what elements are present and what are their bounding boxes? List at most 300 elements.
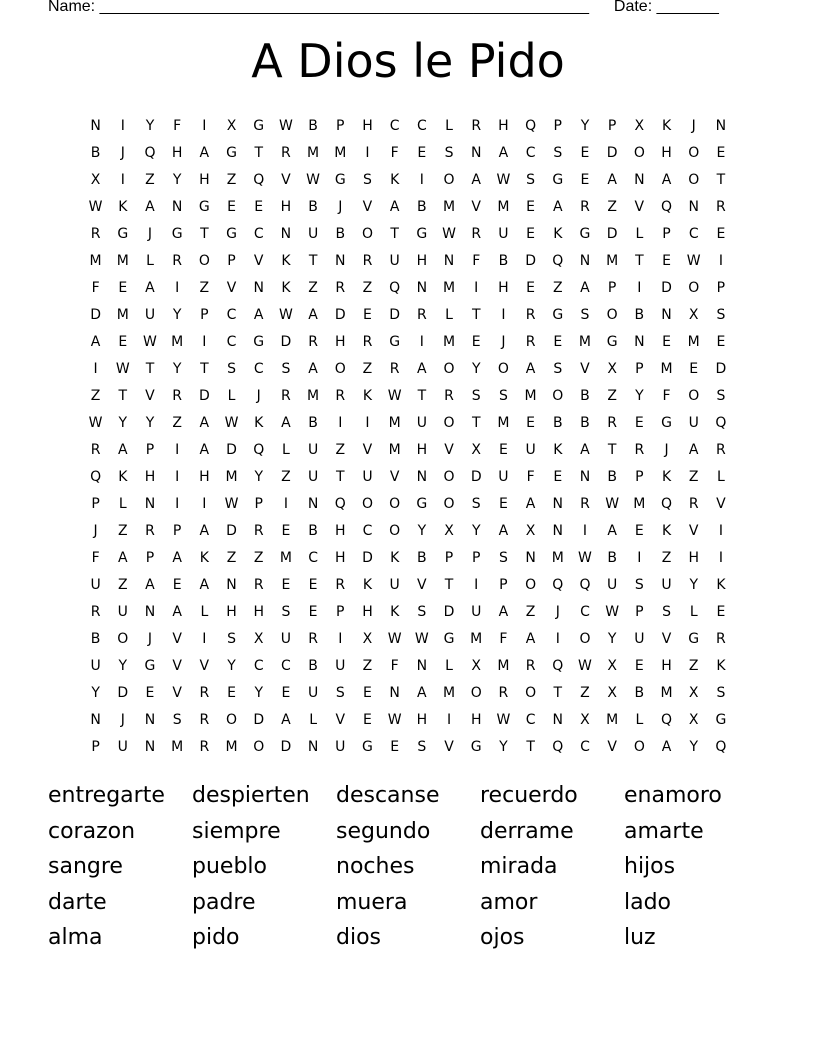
- grid-row: [82, 572, 742, 599]
- grid-cell: U: [634, 631, 645, 647]
- grid-cell: R: [525, 307, 536, 323]
- grid-cell: G: [552, 307, 564, 323]
- grid-cell: W: [115, 361, 130, 377]
- grid-cell: J: [147, 226, 153, 242]
- grid-cell: N: [634, 172, 645, 188]
- grid-cell: P: [635, 469, 644, 485]
- grid-cell: R: [688, 496, 699, 512]
- grid-cell: G: [171, 226, 183, 242]
- word-list-item: hijos: [624, 854, 676, 879]
- grid-cell: Y: [471, 523, 481, 539]
- grid-cell: O: [443, 469, 455, 485]
- grid-cell: G: [226, 145, 237, 161]
- grid-cell: T: [471, 415, 481, 431]
- grid-cell: X: [253, 631, 264, 647]
- word-list-item: despierten: [192, 783, 310, 808]
- grid-cell: S: [526, 172, 536, 188]
- grid-cell: O: [497, 361, 509, 377]
- grid-cell: H: [199, 469, 210, 485]
- grid-cell: A: [661, 739, 672, 755]
- grid-cell: H: [416, 712, 428, 728]
- grid-row: [82, 518, 742, 545]
- grid-cell: Q: [661, 199, 673, 215]
- grid-cell: K: [716, 577, 726, 593]
- grid-cell: Z: [362, 280, 373, 296]
- grid-cell: E: [281, 685, 291, 701]
- grid-cell: V: [199, 658, 210, 674]
- grid-cell: I: [175, 496, 180, 512]
- grid-cell: G: [362, 739, 373, 755]
- grid-cell: X: [90, 172, 101, 188]
- grid-cell: W: [578, 550, 592, 566]
- grid-cell: C: [253, 658, 264, 674]
- word-list-item: muera: [336, 889, 408, 915]
- grid-cell: D: [334, 307, 346, 323]
- grid-cell: X: [688, 307, 699, 323]
- grid-cell: A: [417, 361, 427, 377]
- grid-cell: U: [117, 739, 128, 755]
- grid-cell: I: [474, 280, 479, 296]
- grid-cell: M: [687, 334, 700, 350]
- grid-cell: A: [117, 550, 128, 566]
- grid-cell: Q: [253, 172, 265, 188]
- word-list-item: siempre: [192, 818, 281, 844]
- grid-cell: N: [90, 118, 101, 134]
- grid-cell: U: [307, 469, 319, 485]
- grid-cell: R: [362, 253, 373, 269]
- grid-cell: N: [307, 739, 319, 755]
- grid-cell: M: [497, 415, 510, 431]
- grid-cell: G: [334, 172, 346, 188]
- grid-cell: D: [470, 469, 482, 485]
- grid-cell: K: [281, 280, 291, 296]
- grid-cell: A: [199, 577, 210, 593]
- page-title: A Dios le Pido: [251, 34, 565, 88]
- grid-cell: G: [144, 658, 156, 674]
- grid-cell: M: [470, 631, 483, 647]
- grid-cell: A: [389, 199, 400, 215]
- word-list-item: pido: [192, 925, 240, 950]
- grid-cell: X: [525, 523, 536, 539]
- grid-cell: A: [199, 523, 210, 539]
- grid-cell: V: [389, 469, 400, 485]
- grid-cell: E: [363, 685, 372, 701]
- grid-cell: R: [335, 577, 346, 593]
- grid-cell: S: [716, 685, 726, 701]
- grid-cell: O: [443, 415, 455, 431]
- grid-cell: G: [688, 631, 700, 647]
- grid-cell: A: [661, 172, 672, 188]
- grid-cell: A: [145, 199, 155, 215]
- grid-cell: M: [660, 685, 673, 701]
- grid-cell: R: [525, 658, 536, 674]
- grid-cell: Y: [145, 415, 155, 431]
- grid-cell: U: [90, 658, 101, 674]
- grid-cell: M: [442, 199, 456, 215]
- grid-cell: V: [172, 631, 182, 647]
- grid-cell: Z: [607, 388, 617, 404]
- grid-cell: I: [93, 361, 98, 377]
- grid-cell: P: [716, 280, 726, 296]
- grid-cell: P: [635, 604, 644, 620]
- word-list-item: lado: [624, 889, 672, 915]
- grid-cell: M: [497, 199, 510, 215]
- grid-cell: A: [525, 631, 536, 647]
- grid-row: [82, 194, 742, 221]
- grid-cell: P: [145, 442, 155, 458]
- grid-cell: G: [715, 712, 727, 728]
- grid-cell: V: [661, 631, 672, 647]
- grid-cell: L: [635, 712, 644, 728]
- grid-cell: G: [253, 118, 265, 134]
- grid-cell: E: [281, 577, 291, 593]
- grid-cell: O: [688, 280, 700, 296]
- grid-row: [82, 599, 742, 626]
- grid-cell: A: [145, 577, 155, 593]
- grid-cell: M: [551, 550, 564, 566]
- grid-cell: U: [525, 442, 536, 458]
- grid-cell: B: [634, 685, 645, 701]
- grid-cell: R: [90, 226, 101, 242]
- grid-cell: T: [308, 253, 318, 269]
- word-list-item: ojos: [480, 925, 525, 950]
- grid-row: [82, 221, 742, 248]
- grid-cell: I: [718, 523, 723, 539]
- grid-cell: M: [497, 658, 510, 674]
- grid-cell: M: [171, 334, 184, 350]
- grid-cell: G: [579, 226, 591, 242]
- grid-cell: F: [390, 145, 399, 161]
- grid-cell: C: [253, 226, 264, 242]
- grid-cell: G: [389, 334, 401, 350]
- grid-cell: I: [637, 550, 642, 566]
- grid-cell: I: [175, 442, 180, 458]
- grid-cell: A: [281, 712, 291, 728]
- grid-cell: T: [607, 442, 617, 458]
- grid-cell: X: [226, 118, 237, 134]
- grid-cell: N: [470, 145, 482, 161]
- grid-cell: C: [308, 550, 318, 566]
- grid-cell: T: [390, 226, 399, 242]
- grid-cell: R: [199, 739, 210, 755]
- grid-cell: N: [389, 685, 400, 701]
- grid-cell: R: [308, 334, 318, 350]
- grid-cell: Y: [417, 523, 427, 539]
- grid-cell: A: [525, 496, 536, 512]
- grid-cell: R: [335, 388, 346, 404]
- grid-cell: N: [90, 712, 101, 728]
- date-field-blank: _______: [656, 0, 719, 15]
- grid-cell: Y: [607, 631, 617, 647]
- grid-cell: C: [253, 361, 264, 377]
- grid-cell: L: [635, 226, 644, 242]
- grid-cell: S: [335, 685, 345, 701]
- grid-cell: P: [172, 523, 182, 539]
- grid-cell: Y: [145, 118, 155, 134]
- grid-cell: I: [202, 118, 207, 134]
- grid-cell: W: [686, 253, 701, 269]
- word-list-item: sangre: [48, 854, 123, 879]
- grid-cell: Q: [715, 739, 727, 755]
- word-list-item: descanse: [336, 783, 440, 808]
- grid-cell: Q: [144, 145, 156, 161]
- grid-cell: J: [338, 199, 343, 215]
- grid-cell: A: [90, 334, 101, 350]
- grid-cell: E: [254, 199, 264, 215]
- grid-cell: K: [390, 172, 400, 188]
- grid-cell: N: [144, 496, 156, 512]
- grid-cell: P: [336, 604, 345, 620]
- grid-cell: O: [361, 226, 373, 242]
- grid-cell: N: [634, 334, 645, 350]
- grid-cell: Z: [145, 172, 155, 188]
- grid-cell: J: [691, 118, 696, 134]
- grid-cell: B: [607, 550, 617, 566]
- grid-cell: Z: [308, 280, 318, 296]
- grid-cell: T: [200, 361, 209, 377]
- grid-cell: X: [688, 685, 699, 701]
- grid-cell: N: [144, 739, 156, 755]
- grid-cell: E: [363, 712, 372, 728]
- grid-cell: M: [442, 334, 456, 350]
- grid-cell: B: [580, 415, 590, 431]
- grid-cell: K: [390, 550, 400, 566]
- grid-cell: E: [716, 226, 726, 242]
- grid-cell: G: [198, 199, 210, 215]
- grid-cell: P: [227, 253, 236, 269]
- grid-cell: O: [688, 172, 700, 188]
- grid-cell: N: [443, 253, 455, 269]
- grid-row: [82, 491, 742, 518]
- grid-cell: E: [662, 334, 671, 350]
- grid-cell: L: [717, 469, 725, 485]
- grid-cell: X: [607, 361, 617, 377]
- grid-cell: Y: [499, 739, 508, 755]
- grid-cell: Z: [362, 361, 373, 377]
- grid-cell: I: [202, 334, 207, 350]
- grid-cell: H: [470, 712, 482, 728]
- grid-cell: S: [417, 604, 427, 620]
- grid-cell: R: [199, 712, 210, 728]
- grid-cell: L: [689, 604, 698, 620]
- word-list: [48, 780, 768, 958]
- grid-cell: Y: [689, 739, 698, 755]
- grid-cell: W: [578, 658, 592, 674]
- grid-cell: A: [498, 145, 509, 161]
- grid-cell: M: [442, 685, 456, 701]
- grid-cell: Z: [661, 550, 672, 566]
- grid-cell: E: [363, 307, 372, 323]
- grid-cell: N: [552, 523, 564, 539]
- grid-cell: H: [171, 145, 183, 161]
- grid-cell: T: [254, 145, 263, 161]
- grid-cell: A: [607, 172, 617, 188]
- grid-cell: I: [175, 280, 180, 296]
- grid-cell: E: [281, 523, 291, 539]
- grid-cell: Y: [689, 577, 698, 593]
- grid-cell: W: [442, 226, 456, 242]
- grid-cell: Q: [525, 118, 537, 134]
- grid-cell: Y: [172, 307, 182, 323]
- grid-cell: H: [335, 523, 346, 539]
- grid-row: [82, 464, 742, 491]
- grid-cell: E: [580, 145, 590, 161]
- grid-cell: C: [525, 145, 536, 161]
- word-list-item: mirada: [480, 854, 558, 879]
- grid-row: [82, 653, 742, 680]
- word-list-item: entregarte: [48, 783, 165, 808]
- grid-cell: C: [416, 118, 427, 134]
- grid-cell: T: [471, 307, 481, 323]
- grid-cell: N: [552, 496, 564, 512]
- grid-cell: C: [362, 523, 373, 539]
- grid-cell: E: [308, 577, 318, 593]
- grid-cell: B: [417, 199, 427, 215]
- grid-row: [82, 275, 742, 302]
- grid-cell: E: [553, 334, 563, 350]
- grid-cell: Z: [90, 388, 101, 404]
- grid-cell: S: [227, 631, 236, 647]
- grid-cell: A: [199, 442, 210, 458]
- grid-cell: V: [253, 253, 264, 269]
- grid-cell: G: [226, 226, 237, 242]
- grid-cell: O: [443, 361, 455, 377]
- grid-cell: W: [224, 415, 239, 431]
- grid-cell: A: [580, 442, 590, 458]
- grid-cell: X: [471, 658, 482, 674]
- grid-cell: X: [362, 631, 373, 647]
- grid-cell: B: [90, 631, 101, 647]
- grid-cell: S: [634, 577, 644, 593]
- grid-cell: O: [552, 388, 564, 404]
- grid-cell: X: [688, 712, 699, 728]
- grid-cell: A: [525, 361, 536, 377]
- grid-cell: Z: [199, 280, 210, 296]
- grid-cell: J: [120, 145, 125, 161]
- grid-cell: M: [606, 712, 619, 728]
- grid-cell: O: [117, 631, 129, 647]
- grid-cell: A: [199, 145, 210, 161]
- grid-cell: D: [525, 253, 536, 269]
- grid-cell: V: [226, 280, 237, 296]
- grid-cell: I: [419, 172, 424, 188]
- grid-cell: N: [416, 469, 428, 485]
- grid-cell: B: [308, 523, 318, 539]
- grid-cell: M: [660, 361, 673, 377]
- grid-cell: R: [716, 199, 726, 215]
- grid-cell: E: [172, 577, 182, 593]
- grid-cell: A: [172, 604, 182, 620]
- grid-row: [82, 140, 742, 167]
- grid-cell: E: [716, 334, 726, 350]
- grid-cell: H: [416, 442, 428, 458]
- grid-cell: D: [389, 307, 401, 323]
- grid-cell: I: [120, 172, 125, 188]
- grid-cell: E: [580, 172, 590, 188]
- grid-cell: M: [334, 145, 347, 161]
- grid-cell: A: [580, 280, 590, 296]
- grid-cell: R: [199, 685, 210, 701]
- grid-cell: V: [362, 199, 373, 215]
- grid-cell: N: [416, 280, 428, 296]
- grid-cell: U: [688, 415, 699, 431]
- grid-cell: K: [199, 550, 209, 566]
- word-list-item: enamoro: [624, 783, 722, 808]
- grid-cell: P: [607, 118, 617, 134]
- grid-cell: W: [605, 496, 620, 512]
- grid-cell: R: [634, 442, 645, 458]
- grid-cell: H: [688, 550, 699, 566]
- grid-cell: A: [308, 361, 318, 377]
- grid-cell: W: [88, 415, 103, 431]
- grid-cell: Q: [253, 442, 265, 458]
- grid-cell: R: [607, 415, 618, 431]
- grid-cell: F: [662, 388, 671, 404]
- word-list-item: amor: [480, 889, 538, 915]
- grid-cell: G: [117, 226, 129, 242]
- grid-cell: D: [715, 361, 727, 377]
- word-list-item: noches: [336, 854, 415, 879]
- grid-cell: K: [254, 415, 264, 431]
- grid-cell: X: [607, 685, 617, 701]
- grid-cell: H: [144, 469, 156, 485]
- grid-cell: T: [526, 739, 535, 755]
- grid-cell: Q: [552, 658, 564, 674]
- grid-cell: M: [279, 550, 292, 566]
- grid-cell: T: [417, 388, 427, 404]
- grid-cell: X: [634, 118, 645, 134]
- grid-cell: M: [89, 253, 102, 269]
- grid-cell: I: [365, 145, 370, 161]
- grid-cell: K: [661, 469, 672, 485]
- grid-cell: W: [88, 199, 103, 215]
- grid-cell: A: [281, 415, 291, 431]
- grid-cell: I: [582, 523, 588, 539]
- grid-cell: Z: [226, 172, 237, 188]
- name-field-blank: _______________________________________________________: [99, 0, 589, 15]
- grid-row: [82, 167, 742, 194]
- grid-cell: E: [634, 415, 644, 431]
- grid-cell: S: [716, 307, 726, 323]
- grid-cell: O: [688, 388, 700, 404]
- grid-cell: U: [498, 469, 509, 485]
- grid-cell: D: [443, 604, 455, 620]
- grid-cell: M: [388, 415, 401, 431]
- grid-cell: G: [470, 739, 482, 755]
- grid-cell: F: [390, 658, 399, 674]
- grid-cell: R: [716, 442, 726, 458]
- grid-cell: U: [280, 631, 292, 647]
- grid-cell: G: [552, 172, 564, 188]
- grid-cell: M: [116, 253, 129, 269]
- grid-cell: O: [633, 145, 645, 161]
- grid-cell: H: [226, 604, 237, 620]
- grid-cell: A: [172, 550, 182, 566]
- grid-cell: Y: [471, 361, 481, 377]
- grid-cell: D: [117, 685, 129, 701]
- grid-cell: S: [363, 172, 372, 188]
- grid-cell: S: [281, 361, 291, 377]
- grid-cell: M: [442, 280, 456, 296]
- grid-cell: E: [227, 685, 236, 701]
- grid-cell: A: [607, 523, 617, 539]
- grid-cell: Z: [172, 415, 182, 431]
- grid-cell: I: [718, 253, 723, 269]
- grid-cell: L: [200, 604, 209, 620]
- grid-cell: Z: [117, 523, 128, 539]
- grid-cell: A: [552, 199, 563, 215]
- grid-cell: V: [172, 685, 182, 701]
